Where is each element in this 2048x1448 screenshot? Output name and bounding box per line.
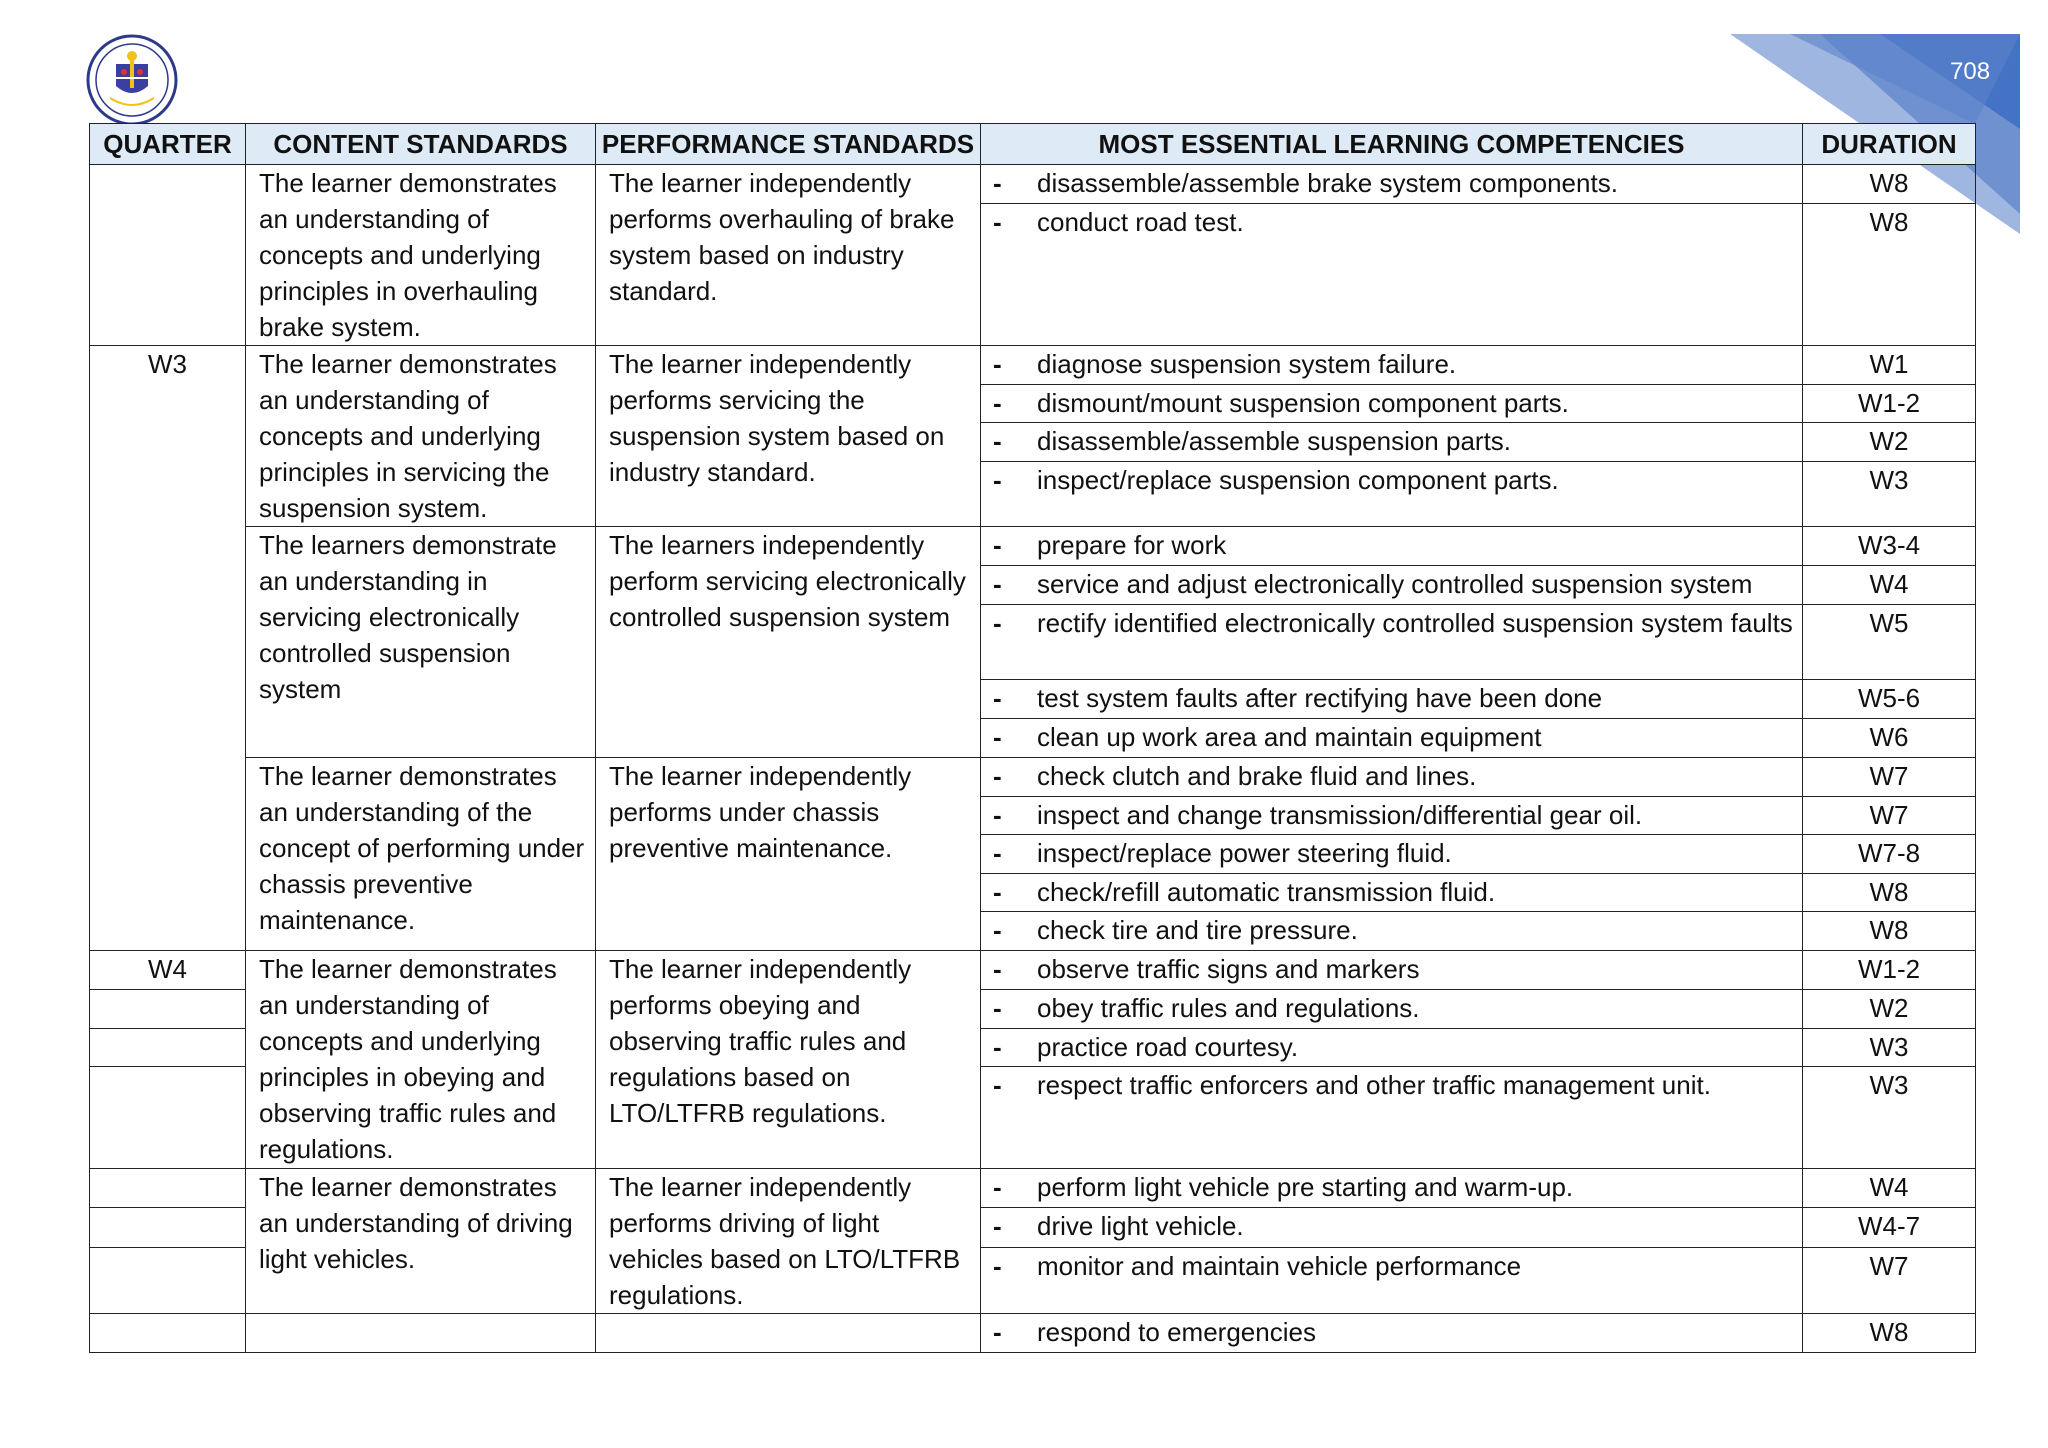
competency-text: conduct road test. — [1037, 207, 1244, 238]
competency-text: perform light vehicle pre starting and warm-up. — [1037, 1172, 1574, 1202]
duration-cell: W3 — [1803, 1067, 1976, 1169]
duration-cell: W8 — [1803, 204, 1976, 346]
duration-cell: W3 — [1803, 1029, 1976, 1067]
bullet-dash: - — [993, 530, 1002, 560]
header-quarter: QUARTER — [90, 124, 246, 165]
table-row — [90, 1169, 1976, 1208]
table-row — [90, 951, 1976, 990]
duration-cell: W8 — [1803, 165, 1976, 204]
competency-cell — [981, 527, 1803, 566]
bullet-dash: - — [993, 1250, 1002, 1281]
table-row — [90, 165, 1976, 204]
performance-standard: The learner independently performs servicing the suspension system based on industry standard. — [596, 346, 981, 527]
duration-cell: W7-8 — [1803, 835, 1976, 874]
duration-cell: W4 — [1803, 1169, 1976, 1208]
duration-cell: W1-2 — [1803, 385, 1976, 423]
duration-cell: W4 — [1803, 566, 1976, 605]
quarter-w4-cell: W4 — [90, 951, 246, 990]
competency-text: drive light vehicle. — [1037, 1211, 1244, 1242]
content-standard: The learner demonstrates an understanding of concepts and underlying principles in servicing the suspension system. — [246, 346, 596, 527]
table-header-row — [90, 124, 1976, 165]
duration-cell: W7 — [1803, 797, 1976, 835]
quarter-cell — [90, 1314, 246, 1353]
header-content-standards: CONTENT STANDARDS — [246, 124, 596, 165]
content-standard: The learner demonstrates an understanding of the concept of performing under chassis preventive maintenance. — [246, 758, 596, 951]
bullet-dash: - — [993, 426, 1002, 456]
competency-text: clean up work area and maintain equipment — [1037, 722, 1542, 752]
competency-cell — [981, 1169, 1803, 1208]
competency-text: rectify identified electronically controlled suspension system faults — [1037, 608, 1793, 638]
competency-text: disassemble/assemble brake system components. — [1037, 168, 1618, 198]
competency-text: test system faults after rectifying have been done — [1037, 683, 1603, 713]
bullet-dash: - — [993, 993, 1002, 1023]
competency-cell — [981, 1208, 1803, 1247]
duration-cell: W1-2 — [1803, 951, 1976, 990]
deped-seal-logo — [86, 34, 178, 126]
content-standard: The learner demonstrates an understanding of driving light vehicles. — [246, 1169, 596, 1314]
quarter-cell — [90, 1029, 246, 1067]
duration-cell: W4-7 — [1803, 1208, 1976, 1247]
header-performance-standards: PERFORMANCE STANDARDS — [596, 124, 981, 165]
competency-text: practice road courtesy. — [1037, 1032, 1299, 1062]
bullet-dash: - — [993, 1032, 1002, 1062]
duration-cell: W2 — [1803, 423, 1976, 462]
duration-cell: W1 — [1803, 346, 1976, 385]
header-duration: DURATION — [1803, 124, 1976, 165]
competency-text: inspect/replace suspension component parts. — [1037, 465, 1559, 495]
competency-cell — [981, 566, 1803, 605]
melc-table — [89, 123, 1976, 1353]
competency-cell — [981, 1067, 1803, 1169]
bullet-dash: - — [993, 877, 1002, 907]
competency-text: service and adjust electronically controlled suspension system — [1037, 569, 1753, 599]
competency-text: inspect/replace power steering fluid. — [1037, 838, 1452, 868]
competency-text: respond to emergencies — [1037, 1317, 1316, 1347]
duration-cell: W5 — [1803, 605, 1976, 680]
duration-cell: W5-6 — [1803, 680, 1976, 719]
table-row — [90, 758, 1976, 797]
bullet-dash: - — [993, 800, 1002, 830]
performance-standard: The learners independently perform servicing electronically controlled suspension system — [596, 527, 981, 758]
duration-cell: W8 — [1803, 1314, 1976, 1353]
competency-cell — [981, 835, 1803, 874]
duration-cell: W7 — [1803, 758, 1976, 797]
competency-cell — [981, 874, 1803, 912]
quarter-cell — [90, 1208, 246, 1247]
bullet-dash: - — [993, 207, 1002, 238]
competency-cell — [981, 1314, 1803, 1353]
competency-cell — [981, 990, 1803, 1029]
duration-cell: W8 — [1803, 912, 1976, 951]
content-standard: The learners demonstrate an understanding in servicing electronically controlled suspension system — [246, 527, 596, 758]
duration-cell: W3-4 — [1803, 527, 1976, 566]
duration-cell: W2 — [1803, 990, 1976, 1029]
competency-text: check clutch and brake fluid and lines. — [1037, 761, 1477, 791]
header-melc: MOST ESSENTIAL LEARNING COMPETENCIES — [981, 124, 1803, 165]
bullet-dash: - — [993, 1317, 1002, 1347]
competency-cell — [981, 423, 1803, 462]
competency-cell — [981, 680, 1803, 719]
performance-standard: The learner independently performs overhauling of brake system based on industry standard. — [596, 165, 981, 346]
quarter-cell — [90, 1067, 246, 1169]
bullet-dash: - — [993, 569, 1002, 599]
bullet-dash: - — [993, 761, 1002, 791]
competency-text: check/refill automatic transmission fluid. — [1037, 877, 1496, 907]
duration-cell: W8 — [1803, 874, 1976, 912]
bullet-dash: - — [993, 683, 1002, 713]
bullet-dash: - — [993, 1172, 1002, 1202]
quarter-w3-cell: W3 — [90, 346, 246, 951]
competency-cell — [981, 797, 1803, 835]
competency-text: monitor and maintain vehicle performance — [1037, 1250, 1522, 1281]
bullet-dash: - — [993, 838, 1002, 868]
competency-text: prepare for work — [1037, 530, 1227, 560]
table-row — [90, 1314, 1976, 1353]
competency-text: diagnose suspension system failure. — [1037, 349, 1457, 379]
page-number: 708 — [1950, 58, 1991, 85]
bullet-dash: - — [993, 349, 1002, 379]
bullet-dash: - — [993, 915, 1002, 945]
competency-cell — [981, 912, 1803, 951]
performance-standard: The learner independently performs obeying and observing traffic rules and regulations based on LTO/LTFRB regulations. — [596, 951, 981, 1169]
table-row — [90, 346, 1976, 385]
competency-cell — [981, 204, 1803, 346]
content-standard: The learner demonstrates an understanding of concepts and underlying principles in obeying and observing traffic rules and regulations. — [246, 951, 596, 1169]
competency-cell — [981, 385, 1803, 423]
duration-cell: W7 — [1803, 1247, 1976, 1313]
competency-text: observe traffic signs and markers — [1037, 954, 1420, 984]
bullet-dash: - — [993, 1070, 1002, 1100]
competency-cell — [981, 951, 1803, 990]
competency-cell — [981, 462, 1803, 527]
competency-text: inspect and change transmission/differential gear oil. — [1037, 800, 1643, 830]
bullet-dash: - — [993, 388, 1002, 418]
competency-cell — [981, 1247, 1803, 1313]
duration-cell: W3 — [1803, 462, 1976, 527]
duration-cell: W6 — [1803, 719, 1976, 758]
competency-cell — [981, 605, 1803, 680]
bullet-dash: - — [993, 954, 1002, 984]
bullet-dash: - — [993, 608, 1002, 638]
competency-cell — [981, 346, 1803, 385]
competency-text: dismount/mount suspension component parts. — [1037, 388, 1569, 418]
content-standard: The learner demonstrates an understanding of concepts and underlying principles in overhauling brake system. — [246, 165, 596, 346]
quarter-cell — [90, 1247, 246, 1313]
competency-text: check tire and tire pressure. — [1037, 915, 1358, 945]
competency-text: disassemble/assemble suspension parts. — [1037, 426, 1512, 456]
competency-cell — [981, 165, 1803, 204]
bullet-dash: - — [993, 465, 1002, 495]
performance-standard: The learner independently performs under chassis preventive maintenance. — [596, 758, 981, 951]
content-standard — [246, 1314, 596, 1353]
performance-standard: The learner independently performs driving of light vehicles based on LTO/LTFRB regulations. — [596, 1169, 981, 1314]
performance-standard — [596, 1314, 981, 1353]
competency-text: respect traffic enforcers and other traffic management unit. — [1037, 1070, 1711, 1100]
quarter-cell — [90, 165, 246, 346]
competency-cell — [981, 719, 1803, 758]
competency-cell — [981, 1029, 1803, 1067]
quarter-cell — [90, 1169, 246, 1208]
bullet-dash: - — [993, 168, 1002, 198]
table-row — [90, 527, 1976, 566]
competency-cell — [981, 758, 1803, 797]
quarter-cell — [90, 990, 246, 1029]
bullet-dash: - — [993, 722, 1002, 752]
bullet-dash: - — [993, 1211, 1002, 1242]
competency-text: obey traffic rules and regulations. — [1037, 993, 1420, 1023]
